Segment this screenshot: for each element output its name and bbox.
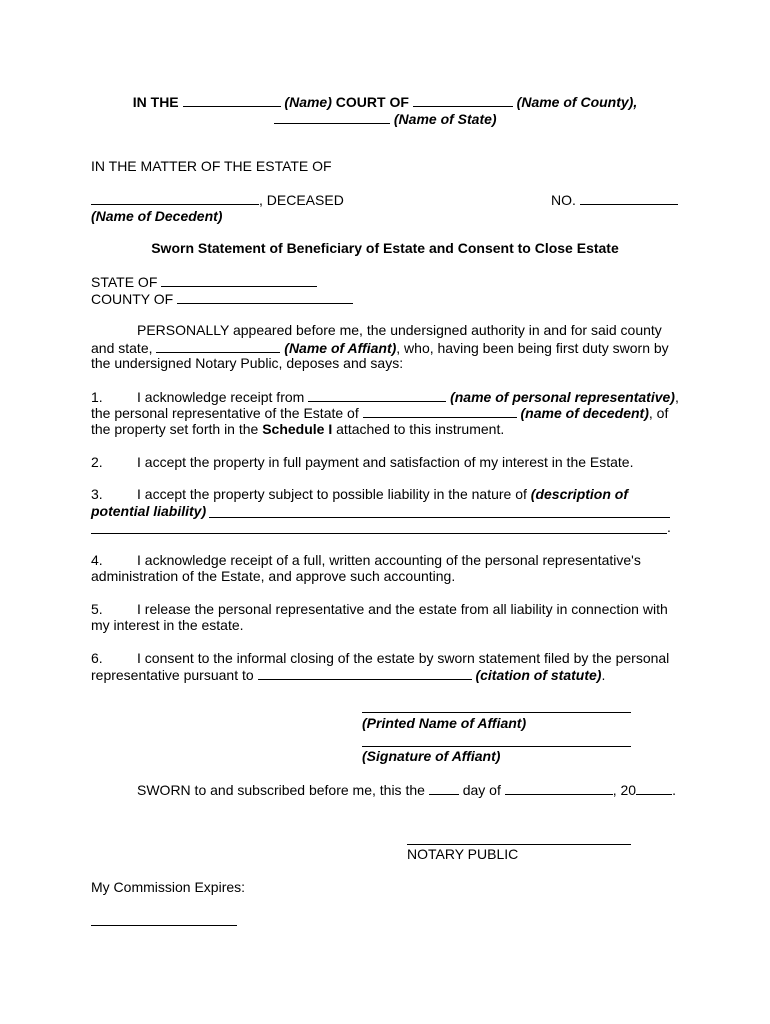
- case-number-blank[interactable]: [580, 191, 678, 205]
- liability-blank-2[interactable]: [91, 533, 667, 534]
- sworn-line: [137, 781, 676, 799]
- item-6-text-2: representative pursuant to: [91, 667, 254, 683]
- affiant-placeholder: (Name of Affiant): [284, 340, 397, 356]
- item-6-period: .: [601, 667, 606, 683]
- state-of-label: STATE OF: [91, 274, 158, 290]
- item-1-text-f: attached to this instrument.: [336, 421, 505, 437]
- item-3-line1: [91, 486, 628, 503]
- commission-date-line[interactable]: [91, 925, 237, 926]
- rep-placeholder: (name of personal representative): [450, 389, 675, 405]
- intro-sworn-text: , who, having been being first duty sworn by: [396, 340, 669, 356]
- item-5-line1: [91, 601, 668, 618]
- item-4-number: 4.: [91, 552, 103, 568]
- notary-public-label: NOTARY PUBLIC: [407, 846, 519, 862]
- signature-line[interactable]: [362, 746, 631, 747]
- decedent-placeholder: (Name of Decedent): [91, 208, 223, 224]
- county-placeholder: (Name of County),: [516, 94, 638, 110]
- printed-name-label: (Printed Name of Affiant): [362, 715, 527, 731]
- liability-placeholder-1: (description of: [530, 486, 629, 502]
- county-of-label: COUNTY OF: [91, 291, 174, 307]
- statute-blank[interactable]: [258, 666, 472, 680]
- no-label: NO.: [551, 192, 576, 208]
- state-placeholder: (Name of State): [393, 111, 497, 127]
- item-1-text-c: the personal representative of the Estate of: [91, 405, 359, 421]
- commission-label: My Commission Expires:: [91, 879, 246, 895]
- name-placeholder: (Name): [284, 94, 332, 110]
- matter-text: IN THE MATTER OF THE ESTATE OF: [91, 158, 332, 174]
- county-of-line: [91, 290, 353, 308]
- item-3-text: I accept the property subject to possible liability in the nature of: [137, 486, 527, 502]
- notary-signature-line[interactable]: [407, 844, 631, 845]
- intro-line1: PERSONALLY appeared before me, the undersigned authority in and for said county: [137, 322, 662, 338]
- document-title: Sworn Statement of Beneficiary of Estate and Consent to Close Estate: [151, 240, 619, 256]
- item-1-number: 1.: [91, 389, 103, 405]
- item-1-comma: ,: [674, 389, 679, 405]
- item-3-line2: [91, 503, 206, 520]
- court-heading-line1: [0, 93, 770, 111]
- intro-and-state: and state,: [91, 340, 153, 356]
- item-5-number: 5.: [91, 601, 103, 617]
- item-1-text-e: the property set forth in the: [91, 421, 259, 437]
- day-blank[interactable]: [429, 781, 459, 795]
- schedule-reference: Schedule I: [262, 421, 333, 437]
- item-1-line3: [91, 421, 504, 438]
- sworn-text: SWORN to and subscribed before me, this the: [137, 782, 425, 798]
- county-of-blank[interactable]: [177, 290, 353, 304]
- item-6-line2: [91, 666, 605, 684]
- state-of-blank[interactable]: [161, 273, 317, 287]
- item-1-line2: [91, 404, 668, 422]
- item-5-text-1: I release the personal representative and the estate from all liability in connection with: [137, 601, 668, 617]
- item-3-period: .: [667, 519, 671, 535]
- item-4-line2: administration of the Estate, and approve such accounting.: [91, 568, 456, 584]
- item-6-line1: [91, 650, 669, 667]
- item-2-text: I accept the property in full payment and satisfaction of my interest in the Estate.: [137, 454, 634, 470]
- item-1-text-d: , of: [648, 405, 669, 421]
- court-heading-line2: [274, 110, 497, 128]
- decedent-line: [91, 191, 344, 209]
- rep-name-blank[interactable]: [308, 388, 446, 402]
- intro-line3: the undersigned Notary Public, deposes and says:: [91, 355, 404, 371]
- signature-label: (Signature of Affiant): [362, 748, 501, 764]
- citation-placeholder: (citation of statute): [475, 667, 602, 683]
- printed-name-line[interactable]: [362, 712, 631, 713]
- item-3-number: 3.: [91, 486, 103, 502]
- year-blank[interactable]: [636, 781, 672, 795]
- item-1-decedent-placeholder: (name of decedent): [520, 405, 649, 421]
- court-name-blank[interactable]: [183, 93, 281, 107]
- item-5-line2: my interest in the estate.: [91, 617, 244, 633]
- item-1-text-a: I acknowledge receipt from: [137, 389, 305, 405]
- item-2-number: 2.: [91, 454, 103, 470]
- in-the-text: IN THE: [132, 94, 179, 110]
- item-6-text-1: I consent to the informal closing of the estate by sworn statement filed by the personal: [137, 650, 670, 666]
- decedent-name-blank[interactable]: [91, 191, 259, 205]
- item-4-text-1: I acknowledge receipt of a full, written accounting of the personal representative's: [137, 552, 641, 568]
- month-blank[interactable]: [505, 781, 613, 795]
- item-6-number: 6.: [91, 650, 103, 666]
- day-of-text: day of: [462, 782, 501, 798]
- item-4-line1: [91, 552, 641, 569]
- estate-name-blank[interactable]: [363, 404, 517, 418]
- state-of-line: [91, 273, 317, 291]
- liability-blank-1[interactable]: [209, 517, 670, 518]
- deceased-text: , DECEASED: [259, 192, 344, 208]
- affiant-name-blank[interactable]: [156, 339, 280, 353]
- state-blank[interactable]: [274, 110, 390, 124]
- case-number: [551, 191, 678, 209]
- liability-placeholder-2: potential liability): [91, 503, 207, 519]
- county-blank[interactable]: [413, 93, 513, 107]
- sworn-period: .: [672, 782, 676, 798]
- court-of-text: COURT OF: [335, 94, 409, 110]
- item-2: [91, 454, 633, 471]
- year-prefix: , 20: [612, 782, 637, 798]
